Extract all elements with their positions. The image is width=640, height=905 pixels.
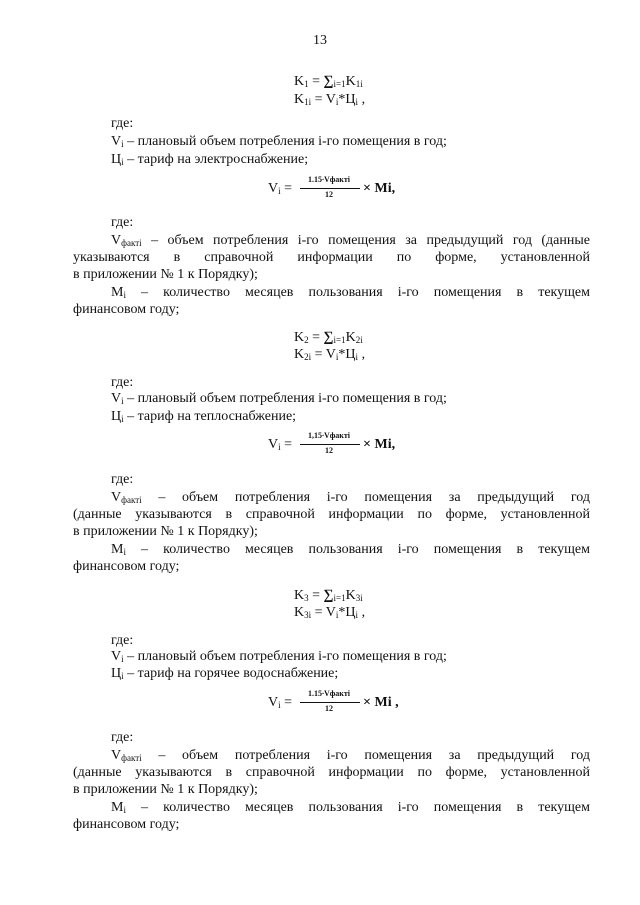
vfact-definition-line: указываются в справочной информации по форме, установленной <box>73 250 590 265</box>
v-formula: $V_i$ = 1.15∙Vфакті 12 × Mi , <box>268 689 399 713</box>
where-label: где: <box>111 730 134 745</box>
where-label: где: <box>111 375 134 390</box>
v-formula: $V_i$ = 1,15∙Vфакті 12 × Mi, <box>268 431 396 455</box>
k-sum-formula: $K_1 = \sum_{i=1}K_{1i}$ <box>294 74 363 89</box>
mi-definition-line: $M_i$ – количество месяцев пользования i-го помещения в текущем <box>111 285 590 300</box>
tariff-definition: $Ц_i$ – тариф на горячее водоснабжение; <box>111 666 339 681</box>
formula-numerator: 1.15∙Vфакті <box>307 689 351 698</box>
vfact-definition-line: $V_{факті}$ – объем потребления i-го помещения за предыдущий год <box>111 748 590 763</box>
tariff-definition: $Ц_i$ – тариф на электроснабжение; <box>111 152 309 167</box>
vfact-definition-line: $V_{факті}$ – объем потребления i-го помещения за предыдущий год <box>111 490 590 505</box>
v-definition: $V_i$ – плановый объем потребления i-го помещения в год; <box>111 649 447 664</box>
k-i-formula: $K_{3i} = V_i*Ц_i$ , <box>294 605 366 620</box>
mi-definition-line: $M_i$ – количество месяцев пользования i-го помещения в текущем <box>111 542 590 557</box>
mi-definition-line: финансовом году; <box>73 817 180 832</box>
formula-numerator: 1.15∙Vфакті <box>307 175 351 184</box>
vfact-definition-line: в приложении № 1 к Порядку); <box>73 524 258 539</box>
mi-definition-line: $M_i$ – количество месяцев пользования i-го помещения в текущем <box>111 800 590 815</box>
tariff-definition: $Ц_i$ – тариф на теплоснабжение; <box>111 409 297 424</box>
vfact-definition-line: (данные указываются в справочной информации по форме, установленной <box>73 507 590 522</box>
k-sum-formula: $K_3 = \sum_{i=1}K_{3i}$ <box>294 588 363 603</box>
formula-denominator: 12 <box>325 190 333 199</box>
mi-definition-line: финансовом году; <box>73 559 180 574</box>
v-definition: $V_i$ – плановый объем потребления i-го помещения в год; <box>111 134 447 149</box>
v-definition: $V_i$ – плановый объем потребления i-го помещения в год; <box>111 391 447 406</box>
vfact-definition-line: в приложении № 1 к Порядку); <box>73 782 258 797</box>
v-formula: $V_i$ = 1.15∙Vфакті 12 × Mi, <box>268 175 396 199</box>
vfact-definition-line: (данные указываются в справочной информации по форме, установленной <box>73 765 590 780</box>
where-label: где: <box>111 116 134 131</box>
where-label: где: <box>111 215 134 230</box>
mi-definition-line: финансовом году; <box>73 302 180 317</box>
k-i-formula: $K_{1i} = V_i*Ц_i$ , <box>294 92 366 107</box>
vfact-definition-line: в приложении № 1 к Порядку); <box>73 267 258 282</box>
formula-denominator: 12 <box>325 446 333 455</box>
formula-denominator: 12 <box>325 704 333 713</box>
page-number: 13 <box>313 33 327 48</box>
vfact-definition-line: $V_{факті}$ – объем потребления i-го помещения за предыдущий год (данные <box>111 233 590 248</box>
where-label: где: <box>111 472 134 487</box>
k-i-formula: $K_{2i} = V_i*Ц_i$ , <box>294 347 366 362</box>
k-sum-formula: $K_2 = \sum_{i=1}K_{2i}$ <box>294 330 363 345</box>
where-label: где: <box>111 633 134 648</box>
formula-numerator: 1,15∙Vфакті <box>307 431 351 440</box>
